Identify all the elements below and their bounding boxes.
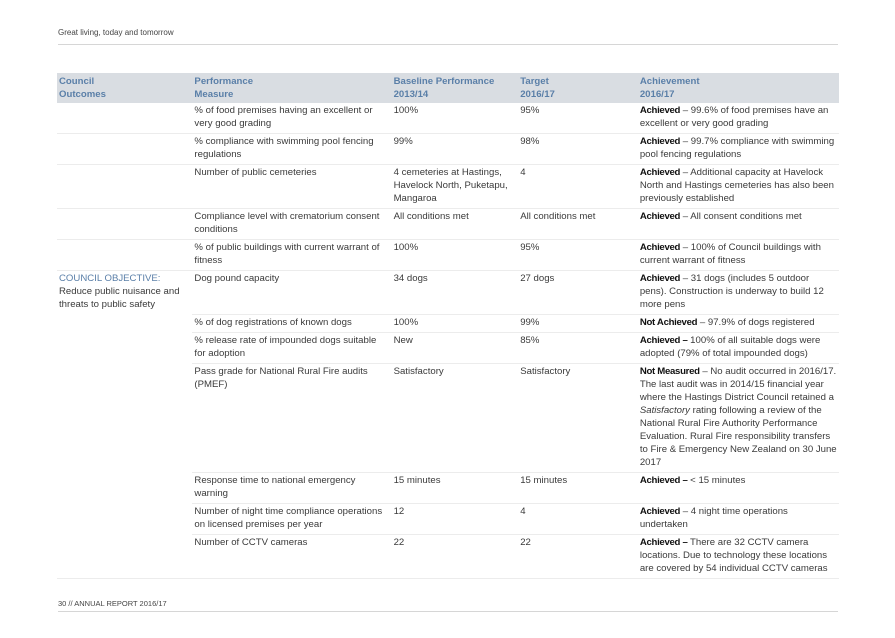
status-label: Achieved – bbox=[639, 475, 688, 486]
target-cell: 4 bbox=[520, 167, 526, 178]
baseline-cell: 100% bbox=[393, 105, 419, 116]
outcome-cell bbox=[57, 134, 192, 165]
measure-cell: Response time to national emergency warning bbox=[194, 475, 356, 499]
performance-table bbox=[57, 73, 839, 579]
status-label: Achieved – bbox=[639, 335, 688, 346]
table-row bbox=[57, 103, 839, 134]
achievement-cell bbox=[638, 333, 839, 364]
baseline-cell: 34 dogs bbox=[393, 273, 428, 284]
baseline-cell: All conditions met bbox=[393, 211, 469, 222]
target-cell: 98% bbox=[520, 136, 540, 147]
status-label: Not Achieved bbox=[639, 317, 698, 328]
table-row bbox=[57, 271, 839, 315]
achievement-cell bbox=[638, 165, 839, 209]
achievement-cell bbox=[638, 535, 839, 579]
baseline-cell: New bbox=[393, 335, 413, 346]
target-cell: 22 bbox=[520, 537, 531, 548]
baseline-cell: 22 bbox=[393, 537, 405, 548]
achievement-detail: – 100% of Council buildings with current warrant of fitness bbox=[639, 242, 821, 266]
baseline-cell: Satisfactory bbox=[393, 366, 444, 377]
header-council-outcomes: Council Outcomes bbox=[57, 73, 192, 103]
status-label: Achieved bbox=[639, 211, 681, 222]
baseline-cell: 100% bbox=[393, 317, 419, 328]
achievement-detail: – 4 night time operations undertaken bbox=[639, 506, 788, 530]
measure-cell: % compliance with swimming pool fencing regulations bbox=[194, 136, 374, 160]
measure-cell: % of dog registrations of known dogs bbox=[194, 317, 352, 328]
measure-cell: Pass grade for National Rural Fire audits (PMEF) bbox=[194, 366, 368, 390]
baseline-cell: 12 bbox=[393, 506, 405, 517]
measure-cell: Compliance level with crematorium consent conditions bbox=[194, 211, 380, 235]
table-row bbox=[57, 134, 839, 165]
achievement-cell bbox=[638, 504, 839, 535]
status-label: Achieved bbox=[639, 136, 681, 147]
measure-cell: % of public buildings with current warrant of fitness bbox=[194, 242, 380, 266]
target-cell: 27 dogs bbox=[520, 273, 555, 284]
measure-cell: Number of night time compliance operations on licensed premises per year bbox=[194, 506, 383, 530]
council-objective-text: Reduce public nuisance and threats to public safety bbox=[59, 286, 180, 310]
achievement-cell bbox=[638, 240, 839, 271]
header-target: Target 2016/17 bbox=[518, 73, 638, 103]
status-label: Achieved bbox=[639, 167, 681, 178]
achievement-cell bbox=[638, 473, 839, 504]
status-label: Achieved bbox=[639, 242, 681, 253]
achievement-detail: – 99.6% of food premises have an excellent or very good grading bbox=[639, 105, 829, 129]
status-label: Not Measured bbox=[639, 366, 700, 377]
outcome-cell bbox=[57, 165, 192, 209]
table-row bbox=[57, 165, 839, 209]
baseline-cell: 100% bbox=[393, 242, 419, 253]
measure-cell: % of food premises having an excellent or very good grading bbox=[194, 105, 373, 129]
table-header-row bbox=[57, 73, 839, 103]
achievement-cell bbox=[638, 103, 839, 134]
achievement-detail: – Additional capacity at Havelock North and Hastings cemeteries has also been previously established bbox=[639, 167, 834, 204]
outcome-cell bbox=[57, 103, 192, 134]
council-objective-label: COUNCIL OBJECTIVE: bbox=[59, 273, 161, 284]
target-cell: All conditions met bbox=[520, 211, 596, 222]
target-cell: Satisfactory bbox=[520, 366, 571, 377]
baseline-cell: 4 cemeteries at Hastings, Havelock North, Puketapu, Mangaroa bbox=[393, 167, 508, 204]
target-cell: 15 minutes bbox=[520, 475, 568, 486]
target-cell: 4 bbox=[520, 506, 526, 517]
outcome-cell bbox=[57, 240, 192, 271]
measure-cell: Number of public cemeteries bbox=[194, 167, 317, 178]
achievement-detail: – No audit occurred in 2016/17. The last audit was in 2014/15 financial year where the Hastings District Council retained a bbox=[639, 366, 837, 403]
achievement-cell bbox=[638, 315, 839, 333]
achievement-detail: – 31 dogs (includes 5 outdoor pens). Construction is underway to build 12 more pens bbox=[639, 273, 824, 310]
achievement-detail: < 15 minutes bbox=[687, 475, 746, 486]
achievement-cell bbox=[638, 364, 839, 473]
measure-cell: Dog pound capacity bbox=[194, 273, 280, 284]
target-cell: 95% bbox=[520, 242, 540, 253]
status-label: Achieved bbox=[639, 105, 681, 116]
running-header: Great living, today and tomorrow bbox=[58, 28, 174, 37]
achievement-cell bbox=[638, 134, 839, 165]
table-row bbox=[57, 240, 839, 271]
status-label: Achieved – bbox=[639, 537, 688, 548]
header-achievement: Achievement 2016/17 bbox=[638, 73, 839, 103]
page-footer: 30 // ANNUAL REPORT 2016/17 bbox=[58, 599, 167, 608]
target-cell: 99% bbox=[520, 317, 540, 328]
achievement-cell bbox=[638, 209, 839, 240]
header-performance-measure: Performance Measure bbox=[192, 73, 391, 103]
achievement-detail: 100% of all suitable dogs were adopted (79% of total impounded dogs) bbox=[639, 335, 821, 359]
measure-cell: Number of CCTV cameras bbox=[194, 537, 308, 548]
achievement-detail: There are 32 CCTV camera locations. Due to technology these locations are covered by 54 individual CCTV cameras bbox=[639, 537, 828, 574]
status-label: Achieved bbox=[639, 506, 681, 517]
achievement-cell bbox=[638, 271, 839, 315]
achievement-detail-continued: rating following a review of the National Rural Fire Authority Performance Evaluation. Rural Fire responsibility transfers to Fire & Emergency New Zealand on 30 June 2017 bbox=[639, 405, 837, 468]
outcome-cell bbox=[57, 209, 192, 240]
council-objective-cell bbox=[57, 271, 192, 579]
measure-cell: % release rate of impounded dogs suitable for adoption bbox=[194, 335, 377, 359]
target-cell: 85% bbox=[520, 335, 540, 346]
achievement-detail: – 97.9% of dogs registered bbox=[697, 317, 815, 328]
header-baseline: Baseline Performance 2013/14 bbox=[392, 73, 519, 103]
table-row bbox=[57, 209, 839, 240]
header-divider bbox=[58, 44, 838, 45]
baseline-cell: 15 minutes bbox=[393, 475, 441, 486]
status-label: Achieved bbox=[639, 273, 681, 284]
achievement-detail: – 99.7% compliance with swimming pool fencing regulations bbox=[639, 136, 835, 160]
footer-divider bbox=[58, 611, 838, 612]
baseline-cell: 99% bbox=[393, 136, 413, 147]
achievement-detail: – All consent conditions met bbox=[680, 211, 802, 222]
target-cell: 95% bbox=[520, 105, 540, 116]
achievement-rating-emphasis: Satisfactory bbox=[639, 405, 690, 416]
